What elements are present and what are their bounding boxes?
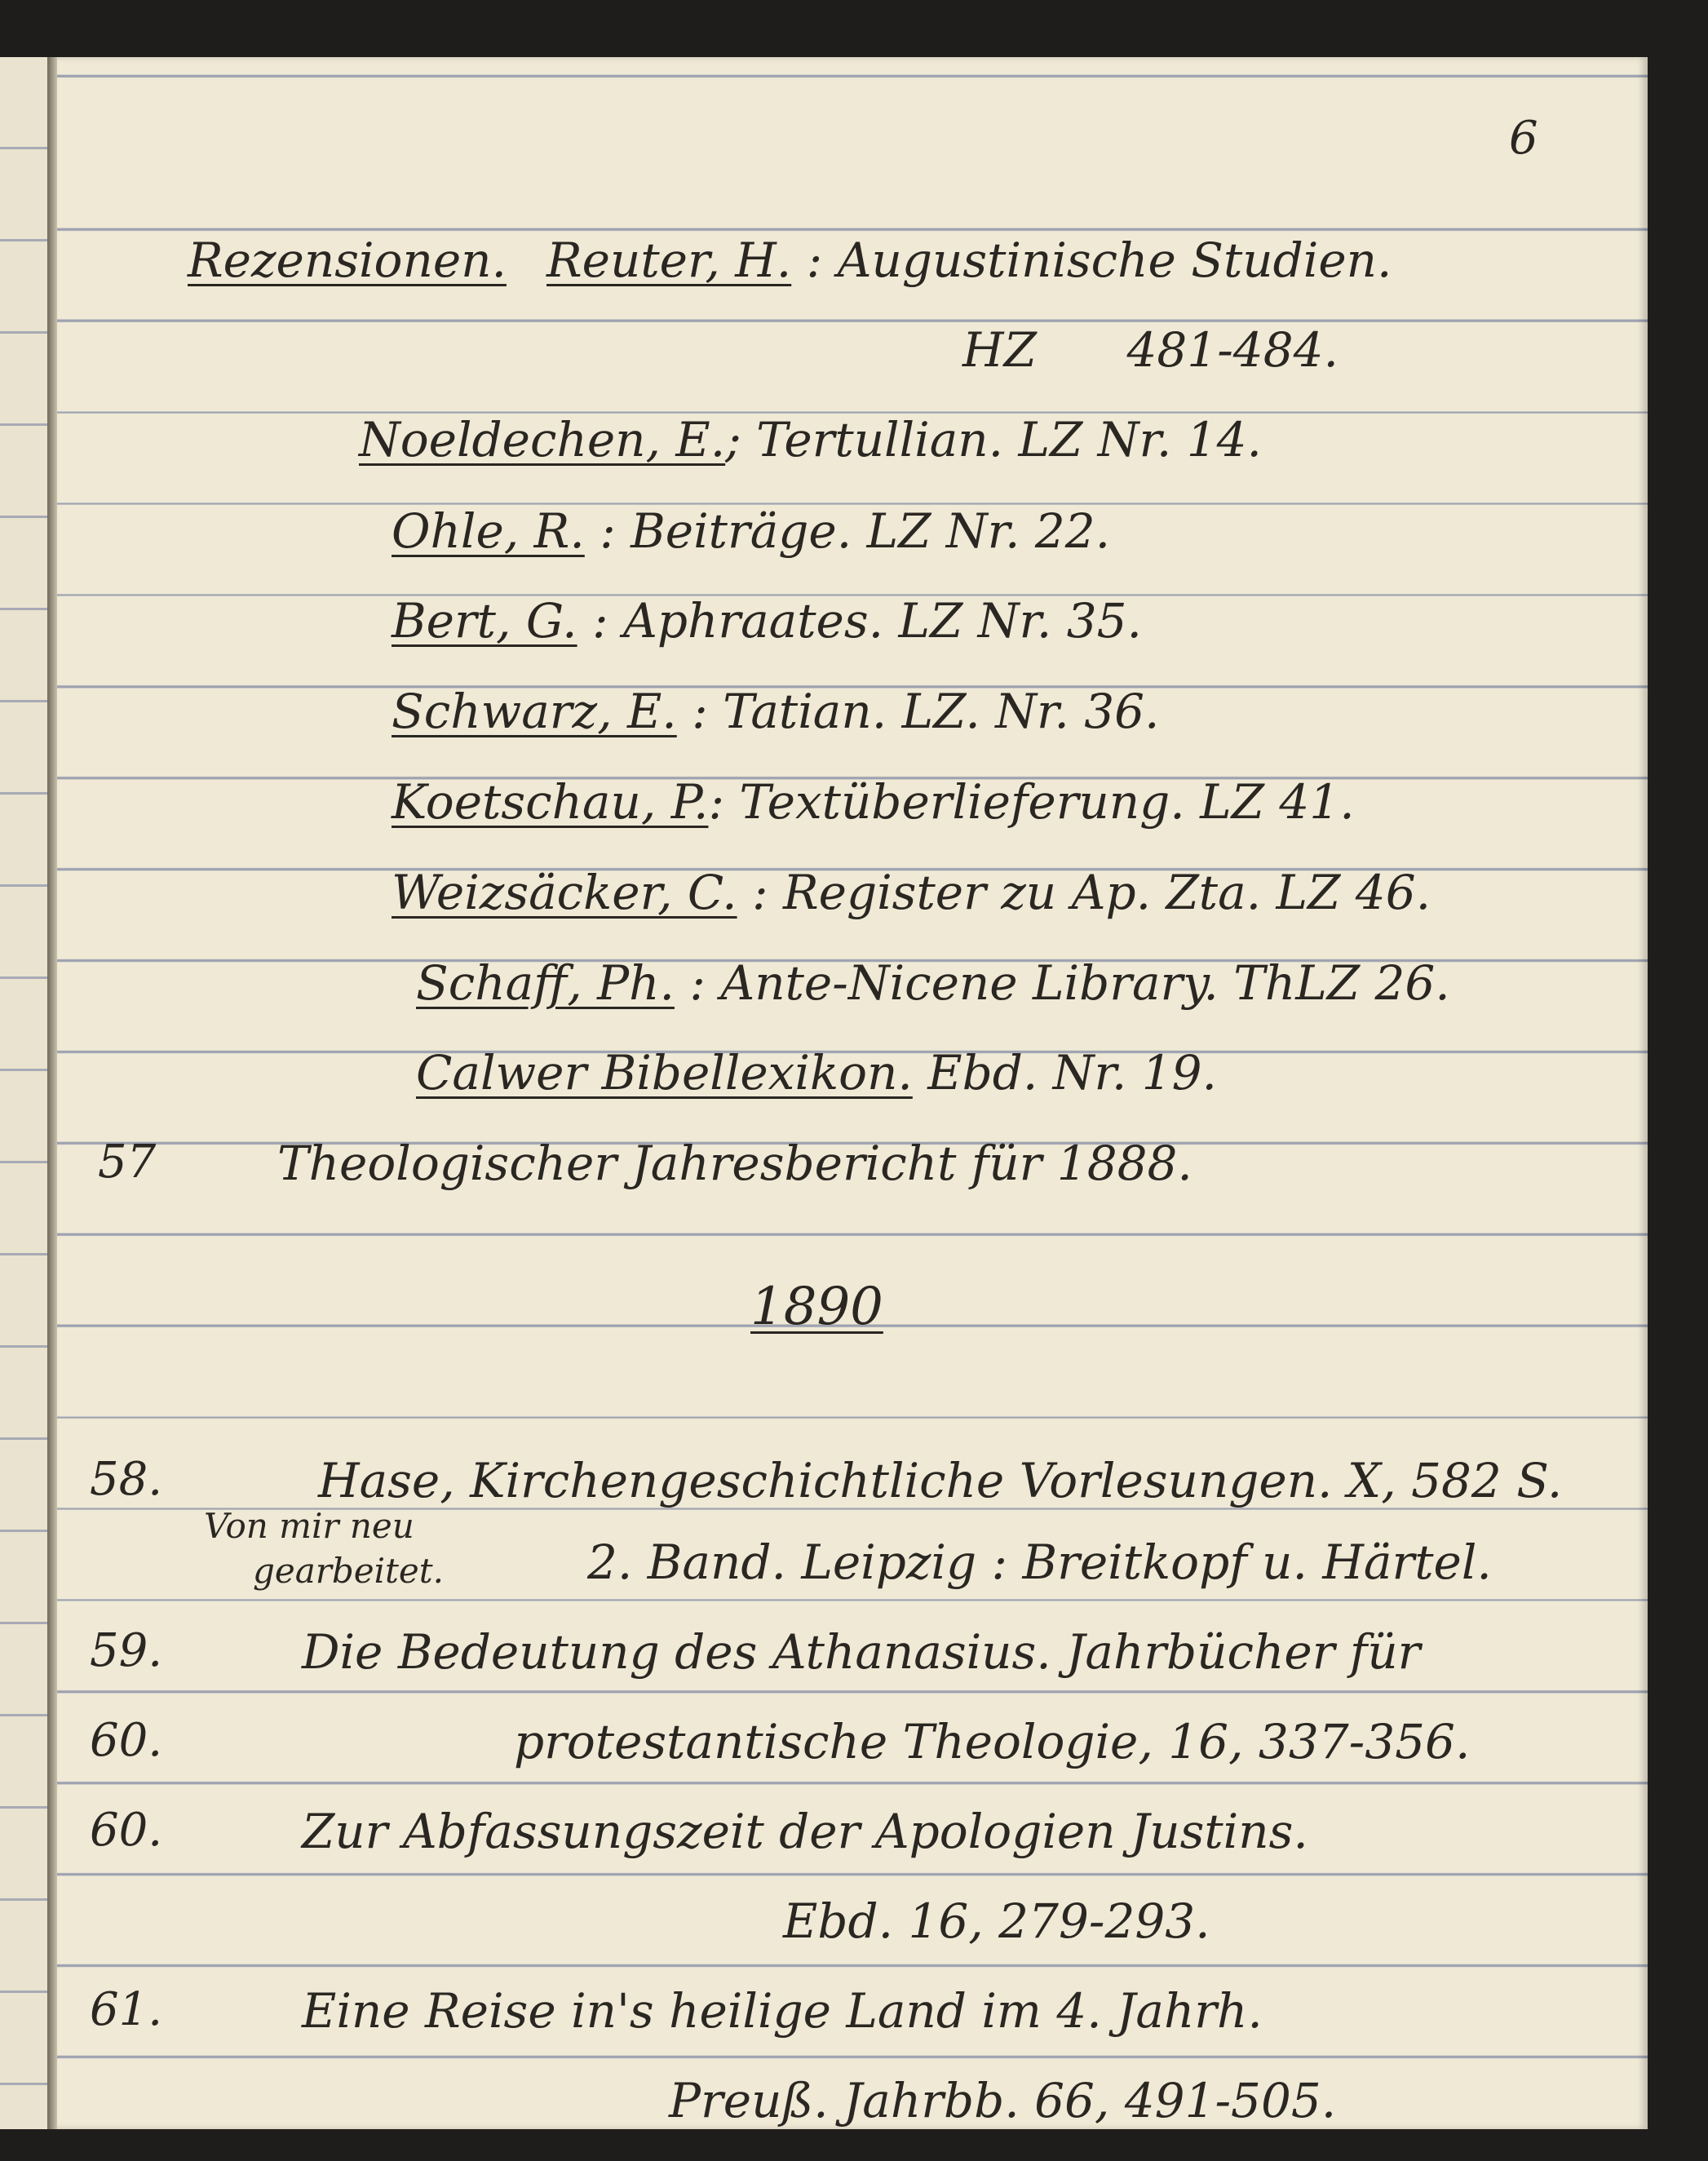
entry-text: Hase, Kirchengeschichtliche Vorlesungen. X, 582 S. (318, 1453, 1563, 1508)
review-line (392, 684, 1160, 739)
entry-text: 2. Band. Leipzig : Breitkopf u. Härtel. (587, 1534, 1492, 1590)
entry-number: 58. (90, 1453, 163, 1506)
review-title: ; Tertullian. LZ Nr. 14. (725, 412, 1262, 467)
review-author: Koetschau, P. (392, 774, 709, 830)
year-heading: 1890 (750, 1277, 883, 1337)
review-title: : Textüberlieferung. LZ 41. (708, 774, 1355, 830)
entry-number: 59. (90, 1624, 163, 1677)
entry-text: Preuß. Jahrbb. 66, 491-505. (669, 2073, 1337, 2128)
review-author: Reuter, H. (546, 232, 792, 288)
review-author: Schwarz, E. (392, 684, 677, 739)
entry-number: 57 (98, 1136, 157, 1189)
entry-number: 60. (90, 1804, 163, 1857)
notebook-spine (47, 57, 57, 2129)
review-author: Schaff, Ph. (416, 955, 675, 1011)
entry-text: Zur Abfassungszeit der Apologien Justins. (302, 1804, 1308, 1859)
section-heading: Rezensionen. (188, 232, 507, 288)
review-author: Weizsäcker, C. (392, 865, 737, 920)
review-line (392, 774, 1355, 830)
entry-text: protestantische Theologie, 16, 337-356. (514, 1714, 1471, 1769)
review-title: : Aphraates. LZ Nr. 35. (592, 593, 1142, 649)
review-title: : Ante-Nicene Library. ThLZ 26. (689, 955, 1450, 1011)
margin-note: gearbeitet. (253, 1551, 444, 1591)
entry-text: Die Bedeutung des Athanasius. Jahrbücher für (302, 1624, 1421, 1680)
review-title: : Tatian. LZ. Nr. 36. (692, 684, 1160, 739)
notebook-page (57, 57, 1648, 2129)
entry-number: 61. (90, 1983, 163, 2036)
review-line (416, 955, 1450, 1011)
review-line (392, 503, 1111, 559)
page-number: 6 (1509, 112, 1538, 165)
review-line (546, 232, 1392, 288)
entry-text: Ebd. 16, 279-293. (783, 1893, 1210, 1949)
review-author: Bert, G. (392, 593, 577, 649)
review-line (392, 865, 1431, 920)
review-line (416, 1045, 1217, 1100)
review-line (392, 593, 1142, 649)
review-title: : Register zu Ap. Zta. LZ 46. (752, 865, 1431, 920)
entry-text: Theologischer Jahresbericht für 1888. (277, 1136, 1193, 1191)
left-page-edge (0, 57, 47, 2129)
review-title: : Augustinische Studien. (806, 232, 1392, 288)
review-line (962, 322, 1339, 378)
review-author: Calwer Bibellexikon. (416, 1045, 913, 1100)
entry-text: Eine Reise in's heilige Land im 4. Jahrh. (302, 1983, 1263, 2039)
entry-number: 60. (90, 1714, 163, 1767)
review-author: Noeldechen, E. (359, 412, 726, 467)
margin-note: Von mir neu (204, 1506, 414, 1546)
review-title: Ebd. Nr. 19. (927, 1045, 1217, 1100)
review-author: Ohle, R. (392, 503, 585, 559)
review-title: HZ 481-484. (962, 322, 1339, 378)
review-title: : Beiträge. LZ Nr. 22. (600, 503, 1111, 559)
review-line (359, 412, 1262, 467)
